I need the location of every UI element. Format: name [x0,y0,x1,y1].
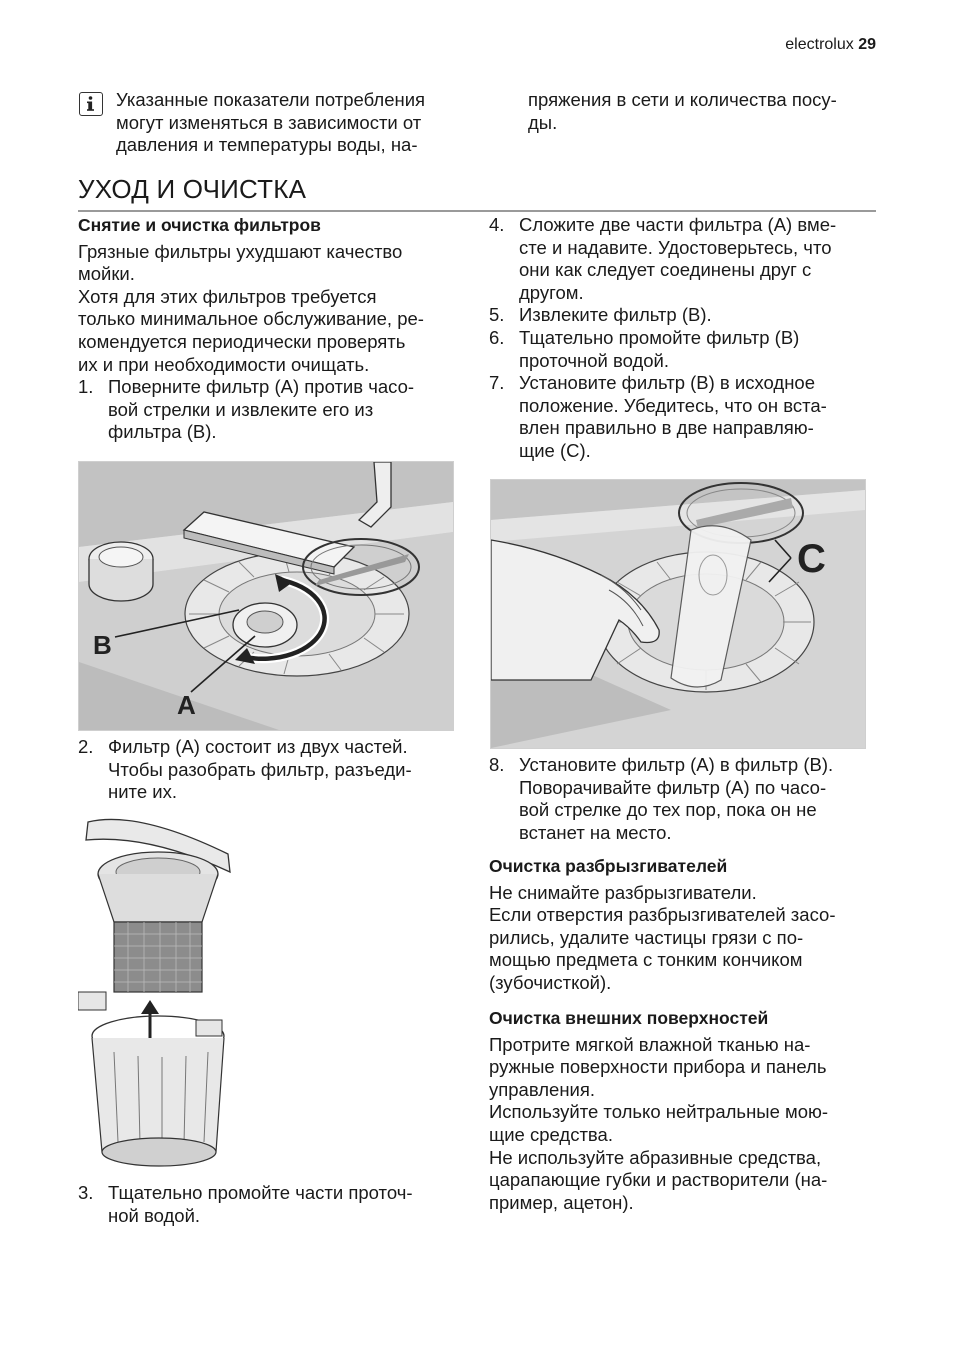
sprayers-section [489,855,879,995]
text-line: ружные поверхности прибора и панель [489,1056,827,1078]
brand-name: electrolux [785,36,854,53]
label-a: A [177,690,196,720]
label-b: B [93,630,112,660]
step-4 [489,214,879,304]
text-line: только минимальное обслуживание, ре- [78,308,424,330]
step-number: 1. [78,376,94,398]
step-number: 7. [489,372,505,394]
text-line: Извлеките фильтр (B). [519,304,712,326]
text-line: комендуется периодически проверять [78,330,406,352]
text-line: Не снимайте разбрызгиватели. [489,881,757,903]
step-6 [489,327,879,372]
exterior-text [489,1034,879,1215]
text-line: Грязные фильтры ухудшают качество [78,240,403,262]
step-number: 8. [489,754,505,775]
step-number: 2. [78,736,94,757]
step-8 [489,754,879,844]
step-number: 3. [78,1182,94,1203]
step-2 [78,736,468,804]
text-line: их и при необходимости очищать. [78,353,370,375]
page-header [785,36,876,54]
text-line: фильтра (B). [108,421,217,443]
right-column-steps [489,214,879,463]
figure-install-filter [490,479,866,749]
text-line: Поверните фильтр (A) против часо- [108,376,415,398]
label-c: C [797,537,826,581]
filters-para1 [78,241,468,286]
step-5 [489,304,879,327]
note-line: могут изменяться в зависимости от [116,111,422,133]
step-number: 6. [489,326,505,348]
text-line: Сложите две части фильтра (A) вме- [519,214,837,235]
text-line: Протрите мягкой влажной тканью на- [489,1033,811,1055]
exterior-heading: Очистка внешних поверхностей [489,1008,769,1028]
text-line: мощью предмета с тонким кончиком [489,949,803,971]
text-line: Хотя для этих фильтров требуется [78,285,377,307]
text-line: Фильтр (A) состоит из двух частей. [108,736,408,757]
step-1 [78,376,468,444]
note-text-left [116,89,476,157]
note-line: Указанные показатели потребления [116,89,426,110]
text-line: ните их. [108,781,177,803]
section-title: УХОД И ОЧИСТКА [78,174,307,204]
text-line: ной водой. [108,1204,201,1226]
note-text-right [528,89,888,134]
left-column [78,214,468,444]
figure-filter-parts [78,812,243,1177]
text-line: щие (C). [519,439,591,461]
note-line: давления и температуры воды, на- [116,134,418,156]
text-line: царапающие губки и растворители (на- [489,1169,828,1191]
note-line: пряжения в сети и количества посу- [528,89,837,110]
text-line: встанет на место. [519,821,672,843]
text-line: Установите фильтр (A) в фильтр (B). [519,754,834,775]
text-line: рились, удалите частицы грязи с по- [489,926,804,948]
text-line: проточной водой. [519,349,670,371]
text-line: Чтобы разобрать фильтр, разъеди- [108,758,412,780]
text-line: влен правильно в две направляю- [519,417,814,439]
text-line: Установите фильтр (B) в исходное [519,372,815,394]
text-line: щие средства. [489,1123,613,1145]
figure-remove-filter [78,461,454,731]
text-line: мойки. [78,263,135,285]
exterior-section [489,1007,879,1214]
text-line: они как следует соединены друг с [519,259,812,281]
sprayers-heading: Очистка разбрызгивателей [489,856,728,876]
text-line: пример, ацетон). [489,1191,634,1213]
filters-para2 [78,286,468,376]
note-line: ды. [528,111,558,133]
step-number: 4. [489,214,505,235]
text-line: Поворачивайте фильтр (A) по часо- [519,776,827,798]
text-line: положение. Убедитесь, что он вста- [519,394,827,416]
step-7 [489,372,879,462]
step-number: 5. [489,304,505,326]
text-line: Тщательно промойте фильтр (B) [519,326,800,348]
text-line: вой стрелки и извлеките его из [108,398,374,420]
page-number: 29 [858,36,876,53]
text-line: Не используйте абразивные средства, [489,1146,822,1168]
text-line: Тщательно промойте части проточ- [108,1182,413,1203]
sprayers-text [489,882,879,995]
text-line: (зубочисткой). [489,971,612,993]
step-3 [78,1182,468,1227]
text-line: вой стрелке до тех пор, пока он не [519,799,817,821]
filters-heading: Снятие и очистка фильтров [78,215,321,235]
text-line: управления. [489,1078,596,1100]
text-line: Если отверстия разбрызгивателей засо- [489,904,836,926]
text-line: другом. [519,281,584,303]
text-line: сте и надавите. Удостоверьтесь, что [519,236,832,258]
info-icon [79,92,103,116]
text-line: Используйте только нейтральные мою- [489,1101,829,1123]
section-divider [78,210,876,212]
